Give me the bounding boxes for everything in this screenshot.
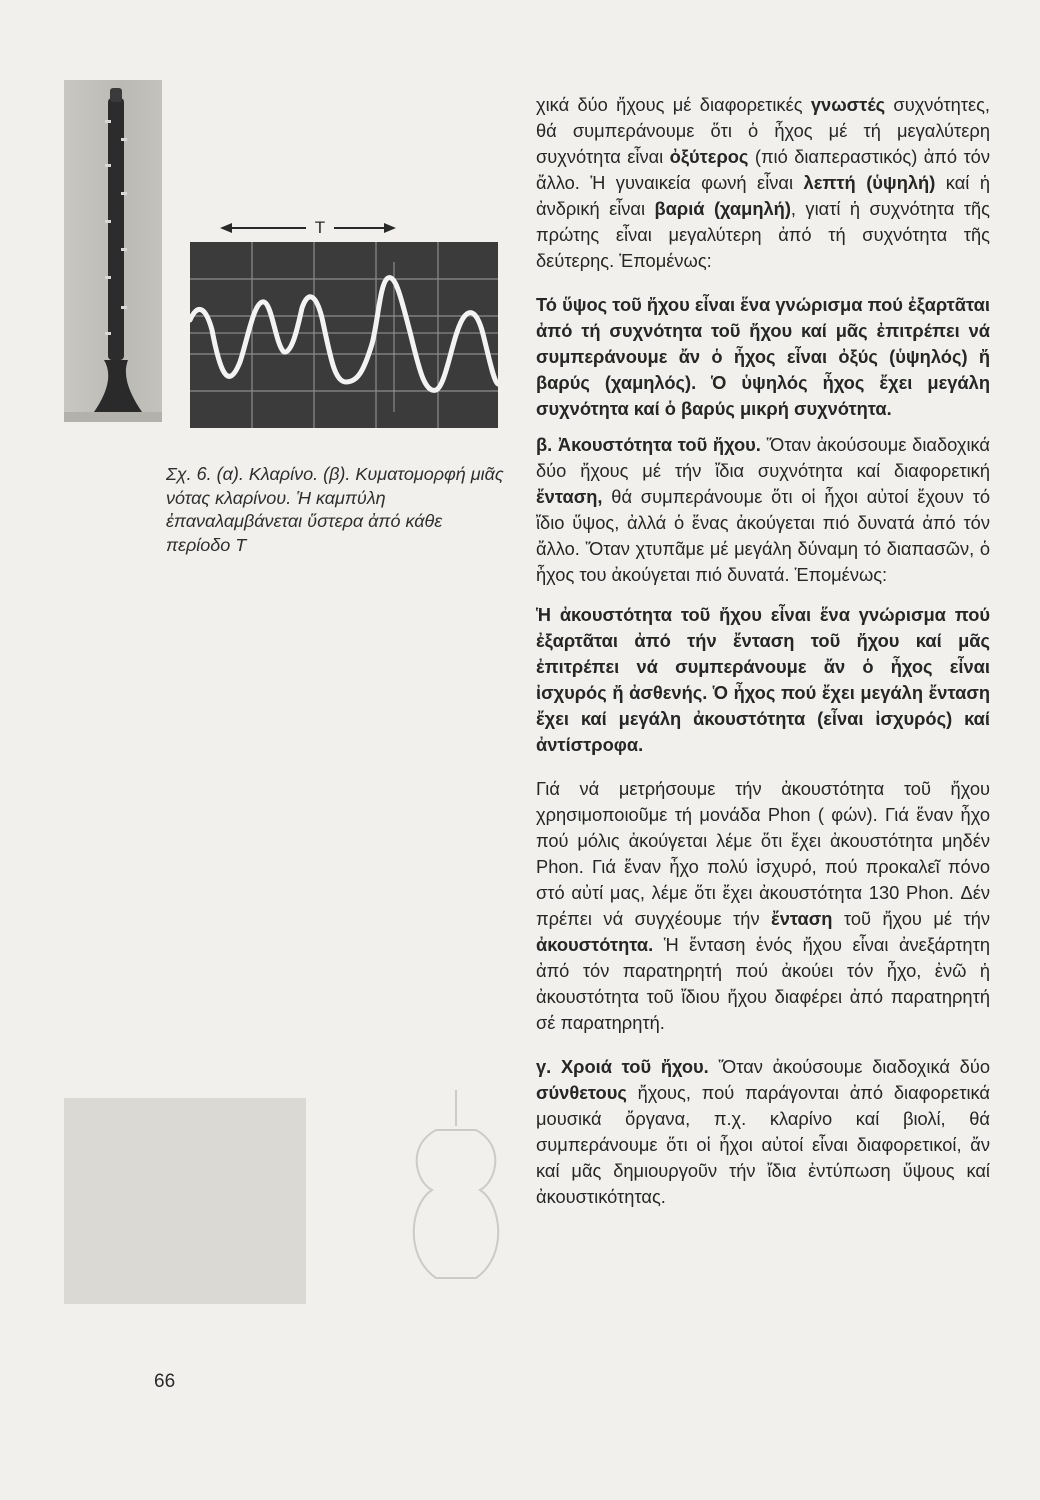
text-run: Γιά νά μετρήσουμε τήν ἀκουστότητα τοῦ ἤχου χρησιμοποιοῦμε τή μονάδα Phon ( φών). Γιά ἕναν ἦχο πού μόλις ἀκούγεται λέμε ὅτι ἔχει ἀκουστότητα μηδέν Phon. Γιά ἕναν ἦχο πολύ ἰσχυρό, πού προκαλεῖ πόνο στό αὐτί μας, λέμε ὅτι ἔχει ἀκουστότητα 130 Phon. Δέν πρέπει νά συγχέουμε τήν xyxy=(536,778,990,929)
page-number: 66 xyxy=(154,1371,176,1392)
bold-term: γνωστές xyxy=(810,94,886,115)
period-label: T xyxy=(314,218,326,237)
text-run: καί ἡ ἀνδρική εἶναι xyxy=(536,172,991,219)
bold-term: ὀξύτερος xyxy=(669,146,749,167)
figure-caption: Σχ. 6. (α). Κλαρίνο. (β). Κυματομορφή μιᾶς νότας κλαρίνου. Ἡ καμπύλη ἐπαναλαμβάνεται ὕστερα ἀπό κάθε περίοδο Τ xyxy=(166,464,504,555)
text-run: συχνότητες, θά συμπεράνουμε ὅτι ὁ ἦχος μέ τή μεγαλύτερη συχνότητα εἶναι xyxy=(536,94,990,167)
bold-term: ἀκουστότητα. xyxy=(536,934,654,955)
waveform-figure xyxy=(190,212,498,428)
pitch-definition-box: Τό ὕψος τοῦ ἤχου εἶναι ἕνα γνώρισμα πού ἐξαρτᾶται ἀπό τή συχνότητα τοῦ ἤχου καί μᾶς ἐπιτρέπει νά συμπεράνουμε ἄν ὁ ἦχος εἶναι ὀξύς (ὑψηλός) ἤ βαρύς (χαμηλός). Ὁ ὑψηλός ἦχος ἔχει μεγάλη συχνότητα καί ὁ βαρύς μικρή συχνότητα. xyxy=(536,294,990,419)
text-run: Ὅταν ἀκούσουμε διαδοχικά δύο ἤχους μέ τήν ἴδια συχνότητα καί διαφορετική xyxy=(536,434,990,481)
bold-term: σύνθετους xyxy=(536,1082,627,1103)
faint-violin-outline xyxy=(396,1086,516,1286)
oscilloscope-screen xyxy=(190,242,498,428)
bold-term: βαριά (χαμηλή) xyxy=(654,198,791,219)
text-run: Ὅταν ἀκούσουμε διαδοχικά δύο xyxy=(708,1056,990,1077)
text-run: τοῦ ἤχου μέ τήν xyxy=(832,908,990,929)
section-heading-c: γ. Χροιά τοῦ ἤχου. xyxy=(536,1056,709,1077)
text-run: , γιατί ἡ συχνότητα τῆς πρώτης εἶναι μεγαλύτερη ἀπό τή συχνότητα τῆς δεύτερης. Ἑπομένως: xyxy=(536,198,990,271)
clarinet-illustration xyxy=(64,80,162,422)
bold-term: ἔνταση xyxy=(771,908,833,929)
text-run: Ἡ ἔνταση ἑνός ἤχου εἶναι ἀνεξάρτητη ἀπό τόν παρατηρητή πού ἀκούει τόν ἦχο, ἐνῶ ἡ ἀκουστότητα τοῦ ἴδιου ἤχου διαφέρει ἀπό παρατηρητή σέ παρατηρητή. xyxy=(536,934,990,1033)
period-arrow xyxy=(190,212,498,242)
intro-paragraph xyxy=(536,92,990,274)
text-run: χικά δύο ἤχους μέ διαφορετικές xyxy=(536,94,811,115)
text-run: (πιό διαπεραστικός) ἀπό τόν ἄλλο. Ἡ γυναικεία φωνή εἶναι xyxy=(536,146,990,193)
bold-term: ἔνταση, xyxy=(536,486,603,507)
bold-term: λεπτή (ὑψηλή) xyxy=(803,172,936,193)
text-run: θά συμπεράνουμε ὅτι οἱ ἦχοι αὐτοί ἔχουν τό ἴδιο ὕψος, ἀλλά ὁ ἕνας ἀκούγεται πιό δυνατά ἀπό τόν ἄλλο. Ὅταν χτυπᾶμε μέ μεγάλη δύναμη τό διαπασῶν, ὁ ἦχος του ἀκούγεται πιό δυνατά. Ἑπομένως: xyxy=(536,486,990,585)
clarinet-photo xyxy=(64,80,162,422)
section-heading-b: β. Ἀκουστότητα τοῦ ἤχου. xyxy=(536,434,761,455)
timbre-paragraph xyxy=(536,1054,990,1210)
text-column xyxy=(536,92,990,1210)
loudness-paragraph xyxy=(536,432,990,588)
phon-paragraph xyxy=(536,776,990,1036)
faint-bleedthrough-image xyxy=(64,1098,306,1304)
text-run: ἤχους, πού παράγονται ἀπό διαφορετικά μουσικά ὄργανα, π.χ. κλαρίνο καί βιολί, θά συμπεράνουμε ὅτι οἱ ἦχοι αὐτοί εἶναι διαφορετικοί, ἄν καί μᾶς δημιουργοῦν τήν ἴδια ἐντύπωση ὕψους καί ἀκουστικότητας. xyxy=(536,1082,990,1207)
loudness-definition-box: Ἡ ἀκουστότητα τοῦ ἤχου εἶναι ἕνα γνώρισμα πού ἐξαρτᾶται ἀπό τήν ἔνταση τοῦ ἤχου καί μᾶς ἐπιτρέπει νά συμπεράνουμε ἄν ὁ ἦχος εἶναι ἰσχυρός ἤ ἀσθενής. Ὁ ἦχος πού ἔχει μεγάλη ἔνταση ἔχει καί μεγάλη ἀκουστότητα (εἶναι ἰσχυρός) καί ἀντίστροφα. xyxy=(536,604,990,755)
